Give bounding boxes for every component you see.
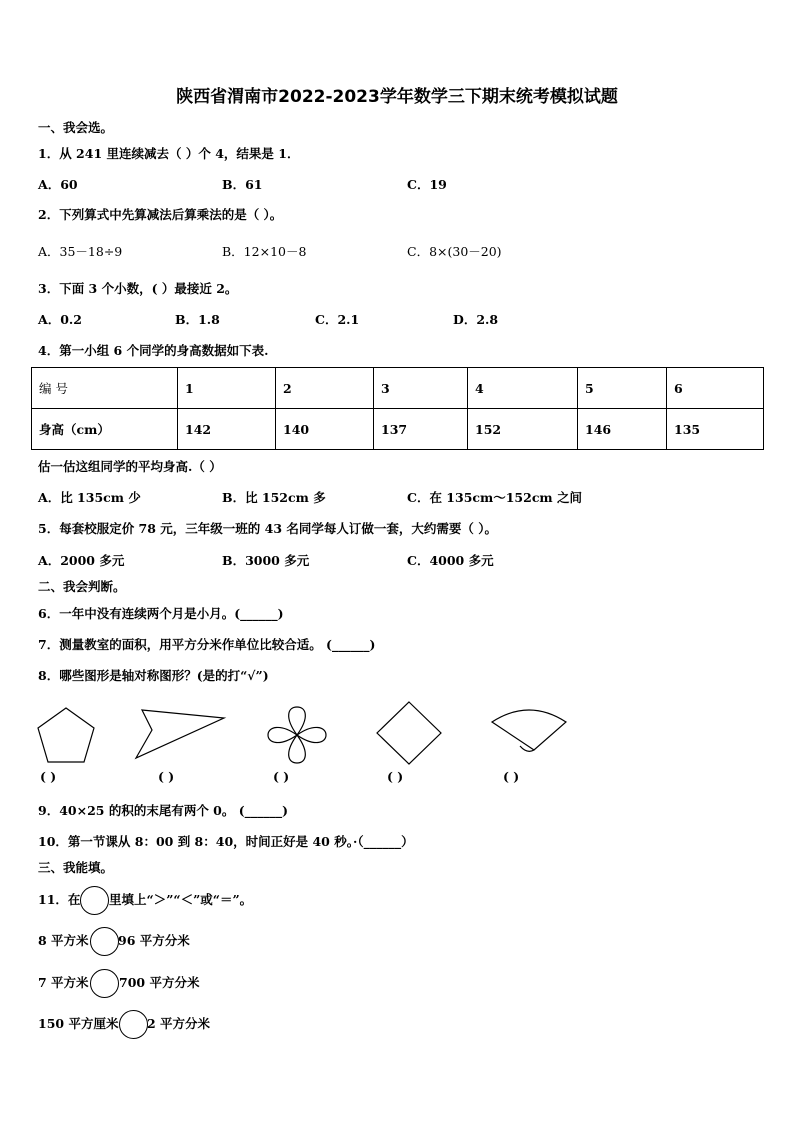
q5-option-a[interactable]: A．2000 多元 <box>38 553 125 568</box>
table-cell: 140 <box>276 409 374 450</box>
table-row <box>32 368 764 409</box>
table-cell: 137 <box>374 409 468 450</box>
compare-3-left: 150 平方厘米 <box>38 1016 119 1031</box>
compare-2-left: 7 平方米 <box>38 975 89 990</box>
q5-option-b[interactable]: B．3000 多元 <box>222 553 310 568</box>
question-5: 5．每套校服定价 78 元，三年级一班的 43 名同学每人订做一套，大约需要（ ）。 <box>38 521 497 536</box>
question-6: 6．一年中没有连续两个月是小月。(______) <box>38 606 284 621</box>
q3-option-d[interactable]: D．2.8 <box>453 312 499 327</box>
diamond-square-shape <box>375 700 443 766</box>
table-cell: 3 <box>374 368 468 409</box>
table-cell: 152 <box>468 409 578 450</box>
table-cell: 135 <box>667 409 764 450</box>
section-2-heading: 二、我会判断。 <box>38 579 126 594</box>
q1-option-a[interactable]: A．60 <box>38 177 78 192</box>
compare-2-right: 700 平方分米 <box>119 975 200 990</box>
question-2: 2．下列算式中先算减法后算乘法的是（ ）。 <box>38 207 283 222</box>
q2-option-b[interactable]: B．12×10－8 <box>222 244 307 259</box>
compare-1-right: 96 平方分米 <box>118 933 190 948</box>
table-cell: 5 <box>578 368 667 409</box>
page-title: 陕西省渭南市2022-2023学年数学三下期末统考模拟试题 <box>176 87 618 107</box>
table-cell: 身高（cm） <box>32 409 178 450</box>
question-3: 3．下面 3 个小数，( ）最接近 2。 <box>38 281 238 296</box>
compare-3-circle[interactable] <box>119 1010 148 1039</box>
question-10: 10．第一节课从 8：00 到 8：40，时间正好是 40 秒。·（______） <box>38 834 414 849</box>
shape-answer-blank-5[interactable]: ( ) <box>503 769 520 784</box>
table-row <box>32 409 764 450</box>
table-cell: 4 <box>468 368 578 409</box>
q4-ask: 估一估这组同学的平均身高.（ ） <box>38 459 222 474</box>
q1-option-c[interactable]: C．19 <box>407 177 447 192</box>
table-cell: 编 号 <box>32 368 178 409</box>
q5-option-c[interactable]: C．4000 多元 <box>407 553 494 568</box>
q3-option-c[interactable]: C．2.1 <box>315 312 360 327</box>
question-1: 1．从 241 里连续减去（ ）个 4，结果是 1． <box>38 146 300 161</box>
table-cell: 2 <box>276 368 374 409</box>
shape-answer-blank-2[interactable]: ( ) <box>158 769 175 784</box>
q3-option-a[interactable]: A．0.2 <box>38 312 82 327</box>
compare-3-right: 2 平方分米 <box>147 1016 211 1031</box>
shape-answer-blank-4[interactable]: ( ) <box>387 769 404 784</box>
table-cell: 6 <box>667 368 764 409</box>
table-cell: 1 <box>178 368 276 409</box>
pentagon-shape <box>36 705 98 765</box>
q2-option-c[interactable]: C．8×(30－20) <box>407 244 502 259</box>
shape-answer-blank-1[interactable]: ( ) <box>40 769 57 784</box>
question-11-suffix: 里填上“＞”“＜”或“＝”。 <box>109 892 253 907</box>
compare-2-circle[interactable] <box>90 969 119 998</box>
q4-option-c[interactable]: C．在 135cm～152cm 之间 <box>407 490 583 505</box>
height-table <box>31 367 764 450</box>
section-1-heading: 一、我会选。 <box>38 120 114 135</box>
question-11-prefix: 11．在 <box>38 892 81 907</box>
triangle-shape <box>134 708 228 760</box>
fan-sector-shape <box>490 702 568 760</box>
table-cell: 146 <box>578 409 667 450</box>
question-9: 9．40×25 的积的末尾有两个 0。 (______) <box>38 803 289 818</box>
q4-option-b[interactable]: B．比 152cm 多 <box>222 490 326 505</box>
q1-option-b[interactable]: B．61 <box>222 177 263 192</box>
compare-1-circle[interactable] <box>90 927 119 956</box>
shape-answer-blank-3[interactable]: ( ) <box>273 769 290 784</box>
q2-option-a[interactable]: A．35－18÷9 <box>38 244 123 259</box>
question-7: 7．测量教室的面积，用平方分米作单位比较合适。 (______) <box>38 637 376 652</box>
question-4: 4．第一小组 6 个同学的身高数据如下表. <box>38 343 269 358</box>
q4-option-a[interactable]: A．比 135cm 少 <box>38 490 141 505</box>
table-cell: 142 <box>178 409 276 450</box>
four-leaf-flower-shape <box>264 705 330 765</box>
q3-option-b[interactable]: B．1.8 <box>175 312 220 327</box>
question-8: 8．哪些图形是轴对称图形？(是的打“√”) <box>38 668 269 683</box>
answer-circle[interactable] <box>80 886 109 915</box>
compare-1-left: 8 平方米 <box>38 933 89 948</box>
section-3-heading: 三、我能填。 <box>38 860 114 875</box>
